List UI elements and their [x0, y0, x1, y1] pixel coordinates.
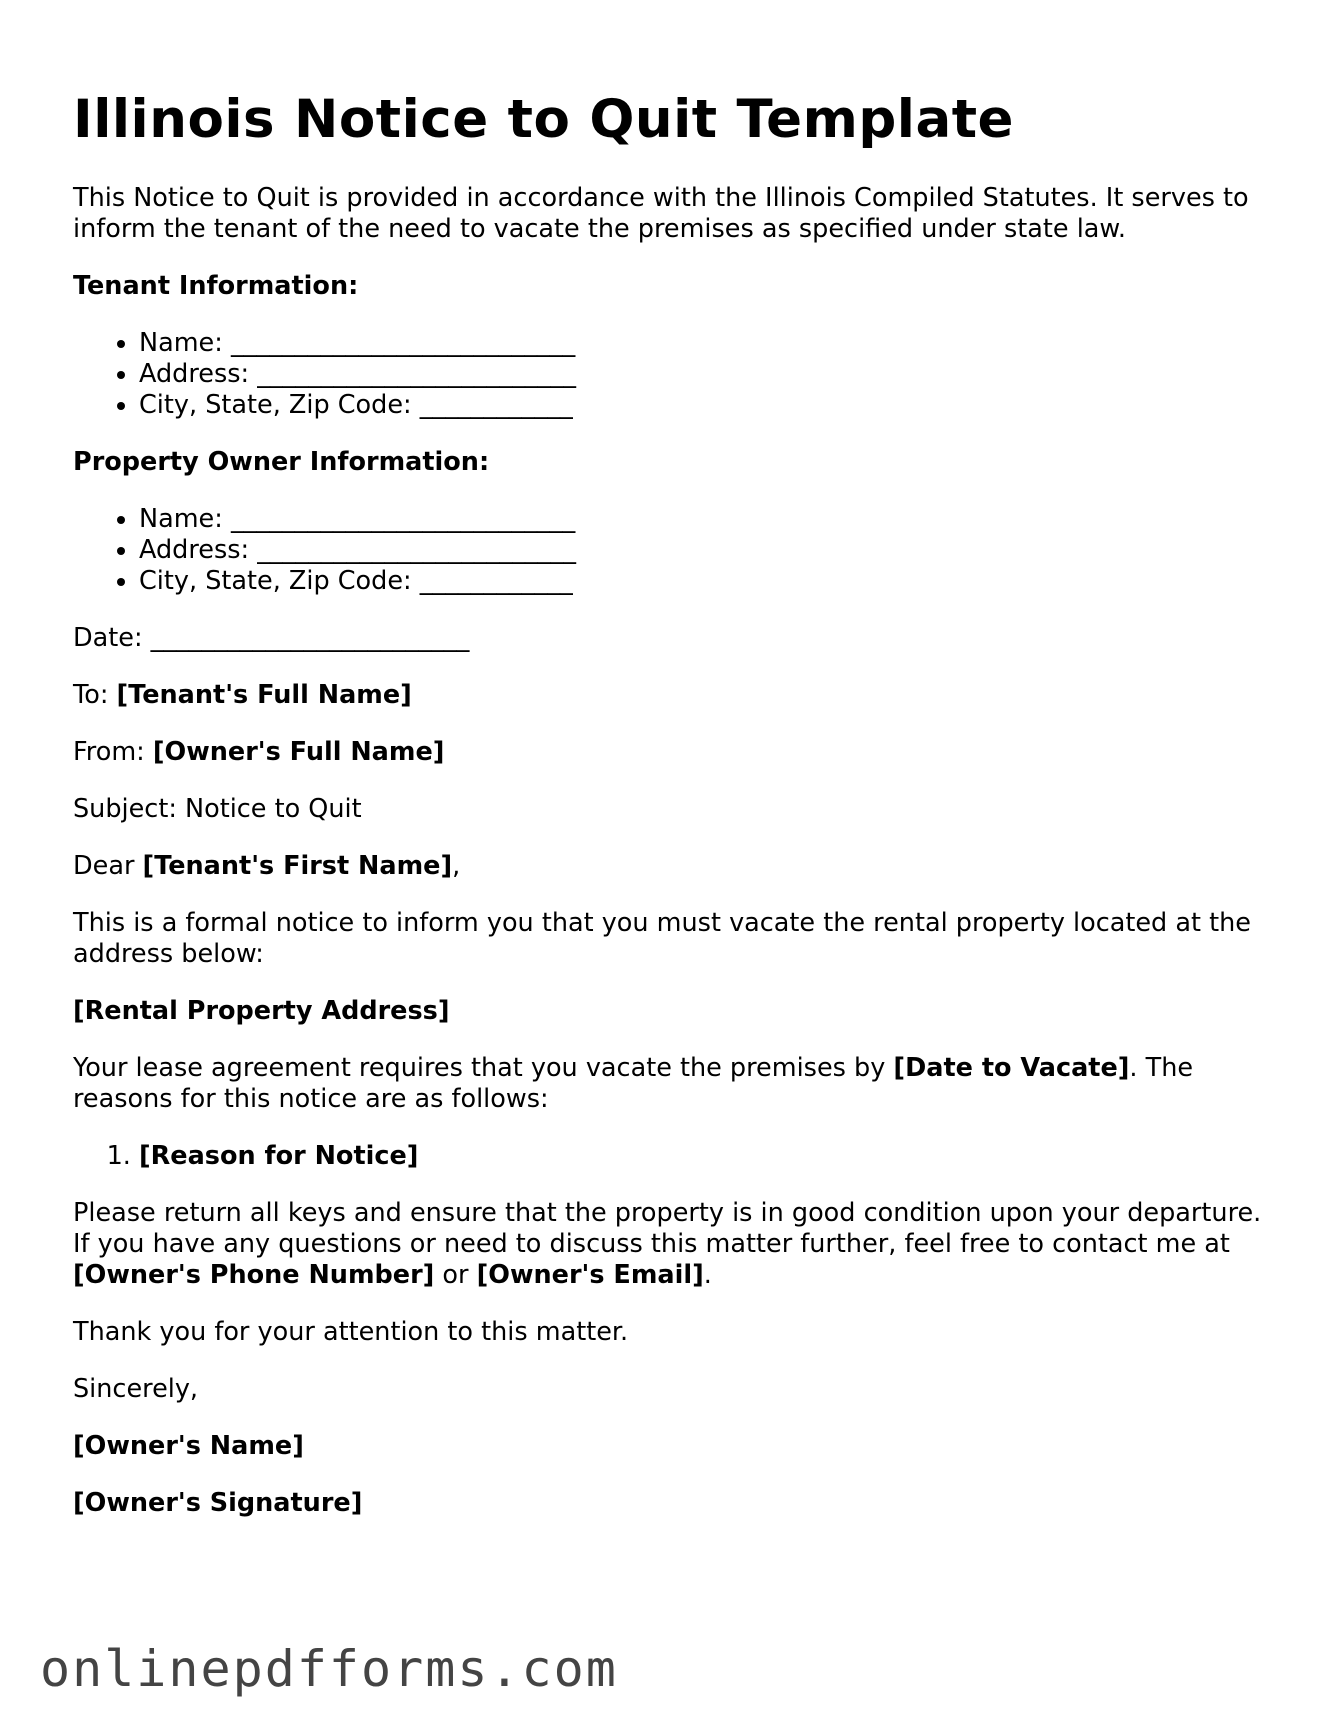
- owner-info-heading: Property Owner Information:: [73, 446, 490, 477]
- tenant-city-blank: ____________: [419, 389, 573, 420]
- date-blank: _________________________: [150, 622, 470, 653]
- reasons-list: [73, 1141, 1268, 1172]
- site-watermark: onlinepdfforms.com: [40, 1640, 618, 1698]
- owner-address-blank: _________________________: [257, 534, 577, 565]
- owner-full-name-placeholder: [Owner's Full Name]: [152, 736, 445, 767]
- tenant-address-blank: _________________________: [257, 358, 577, 389]
- owner-email-placeholder: [Owner's Email]: [476, 1259, 704, 1290]
- document-page: [73, 90, 1268, 1545]
- reason-item: 1. [Reason for Notice]: [139, 1141, 1268, 1172]
- closing: Sincerely,: [73, 1373, 199, 1404]
- salutation: Dear [Tenant's First Name],: [73, 850, 461, 881]
- subject-line: Subject: Notice to Quit: [73, 793, 362, 824]
- owner-phone-placeholder: [Owner's Phone Number]: [73, 1259, 435, 1290]
- owner-signature-placeholder: [Owner's Signature]: [73, 1487, 363, 1518]
- tenant-address-field: • Address: _________________________: [139, 359, 1268, 390]
- tenant-full-name-placeholder: [Tenant's Full Name]: [116, 679, 412, 710]
- owner-name-field: • Name: ___________________________: [139, 504, 1268, 535]
- owner-info-list: [73, 504, 1268, 597]
- lease-paragraph: Your lease agreement requires that you vacate the premises by [Date to Vacate]. The reasons for this notice are as follows:: [73, 1052, 1194, 1114]
- rental-address-placeholder: [Rental Property Address]: [73, 995, 450, 1026]
- tenant-city-field: • City, State, Zip Code: ____________: [139, 390, 1268, 421]
- date-line: Date: _________________________: [73, 622, 470, 653]
- intro-paragraph: This Notice to Quit is provided in accordance with the Illinois Compiled Statutes. It serves to inform the tenant of the need to vacate the premises as specified under state law.: [73, 182, 1249, 244]
- page-title: Illinois Notice to Quit Template: [73, 89, 1014, 150]
- tenant-name-blank: ___________________________: [230, 327, 576, 358]
- thanks-paragraph: Thank you for your attention to this matter.: [73, 1316, 629, 1347]
- owner-address-field: • Address: _________________________: [139, 535, 1268, 566]
- owner-name-placeholder: [Owner's Name]: [73, 1430, 304, 1461]
- return-paragraph: Please return all keys and ensure that the property is in good condition upon your departure. If you have any questions or need to discuss this matter further, feel free to contact me at [Owner's Phone Number] or [Owner's Email].: [73, 1197, 1262, 1290]
- date-to-vacate-placeholder: [Date to Vacate]: [893, 1052, 1130, 1083]
- tenant-first-name-placeholder: [Tenant's First Name]: [142, 850, 453, 881]
- tenant-name-field: • Name: ___________________________: [139, 328, 1268, 359]
- notice-paragraph: This is a formal notice to inform you that you must vacate the rental property located at the address below:: [73, 907, 1251, 969]
- owner-city-field: • City, State, Zip Code: ____________: [139, 566, 1268, 597]
- from-line: From: [Owner's Full Name]: [73, 736, 445, 767]
- owner-name-blank: ___________________________: [230, 503, 576, 534]
- tenant-info-heading: Tenant Information:: [73, 270, 359, 301]
- owner-city-blank: ____________: [419, 565, 573, 596]
- to-line: To: [Tenant's Full Name]: [73, 679, 412, 710]
- tenant-info-list: [73, 328, 1268, 421]
